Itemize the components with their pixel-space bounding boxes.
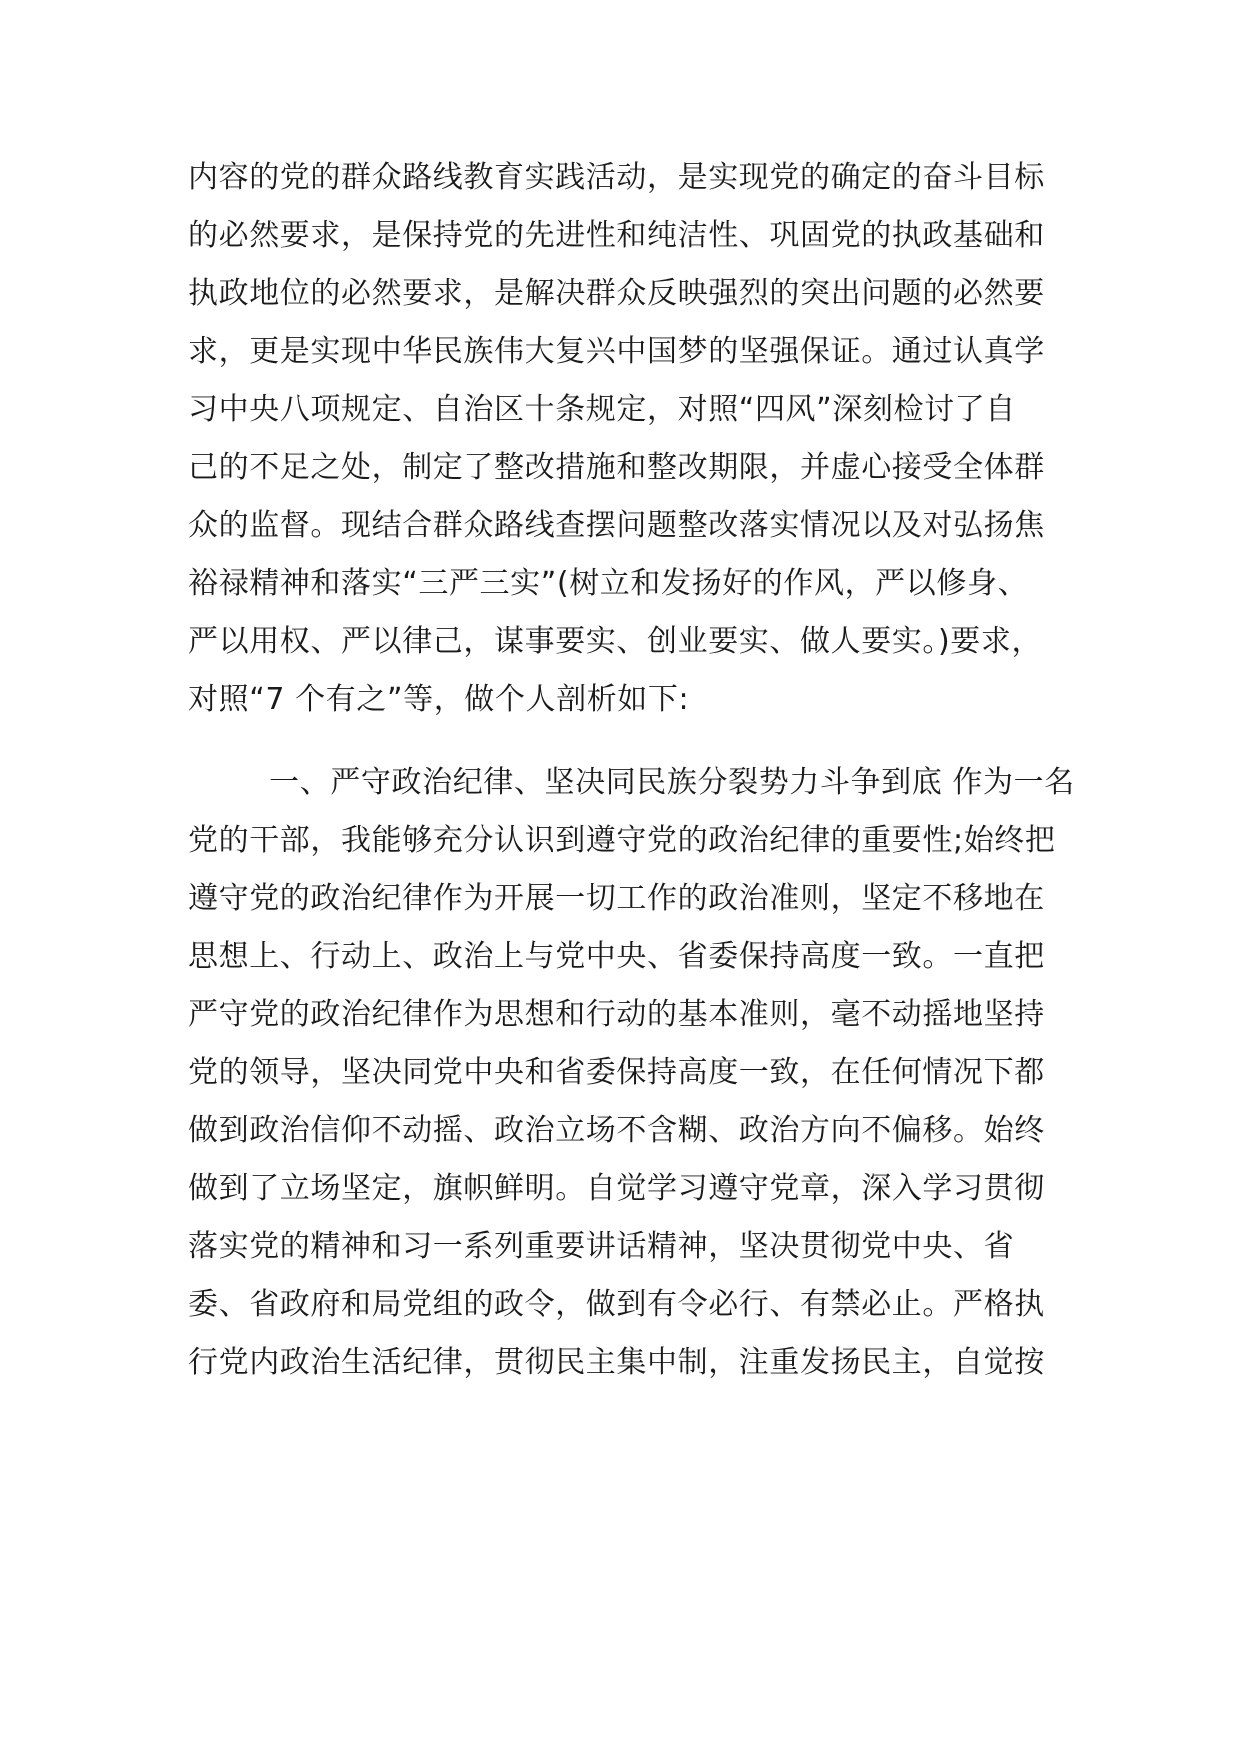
paragraph-1-line: 的必然要求，是保持党的先进性和纯洁性、巩固党的执政基础和	[188, 218, 1045, 253]
paragraph-1-line: 执政地位的必然要求，是解决群众反映强烈的突出问题的必然要	[188, 276, 1045, 311]
paragraph-2-line: 党的干部，我能够充分认识到遵守党的政治纪律的重要性;始终把	[188, 823, 1056, 858]
section-heading-line: 一、严守政治纪律、坚决同民族分裂势力斗争到底 作为一名	[188, 765, 1075, 800]
paragraph-2-line: 思想上、行动上、政治上与党中央、省委保持高度一致。一直把	[188, 939, 1045, 974]
paragraph-1-line: 对照“7 个有之”等，做个人剖析如下:	[188, 682, 690, 717]
paragraph-1-line: 裕禄精神和落实“三严三实”(树立和发扬好的作风，严以修身、	[188, 566, 1029, 601]
paragraph-2-line: 落实党的精神和习一系列重要讲话精神，坚决贯彻党中央、省	[188, 1229, 1015, 1264]
paragraph-2-line: 做到了立场坚定，旗帜鲜明。自觉学习遵守党章，深入学习贯彻	[188, 1171, 1045, 1206]
paragraph-1-line: 严以用权、严以律己，谋事要实、创业要实、做人要实。)要求，	[188, 624, 1043, 659]
paragraph-2-line: 严守党的政治纪律作为思想和行动的基本准则，毫不动摇地坚持	[188, 997, 1045, 1032]
paragraph-2-line: 委、省政府和局党组的政令，做到有令必行、有禁必止。严格执	[188, 1287, 1045, 1322]
paragraph-1-line: 内容的党的群众路线教育实践活动，是实现党的确定的奋斗目标	[188, 160, 1045, 195]
paragraph-1-line: 求，更是实现中华民族伟大复兴中国梦的坚强保证。通过认真学	[188, 334, 1045, 369]
paragraph-2-line: 遵守党的政治纪律作为开展一切工作的政治准则，坚定不移地在	[188, 881, 1045, 916]
paragraph-2-line: 做到政治信仰不动摇、政治立场不含糊、政治方向不偏移。始终	[188, 1113, 1045, 1148]
paragraph-2-line: 党的领导，坚决同党中央和省委保持高度一致，在任何情况下都	[188, 1055, 1045, 1090]
paragraph-1-line: 习中央八项规定、自治区十条规定，对照“四风”深刻检讨了自	[188, 392, 1016, 427]
paragraph-2-line: 行党内政治生活纪律，贯彻民主集中制，注重发扬民主，自觉按	[188, 1345, 1045, 1380]
paragraph-1-line: 众的监督。现结合群众路线查摆问题整改落实情况以及对弘扬焦	[188, 508, 1045, 543]
paragraph-1-line: 己的不足之处，制定了整改措施和整改期限，并虚心接受全体群	[188, 450, 1045, 485]
